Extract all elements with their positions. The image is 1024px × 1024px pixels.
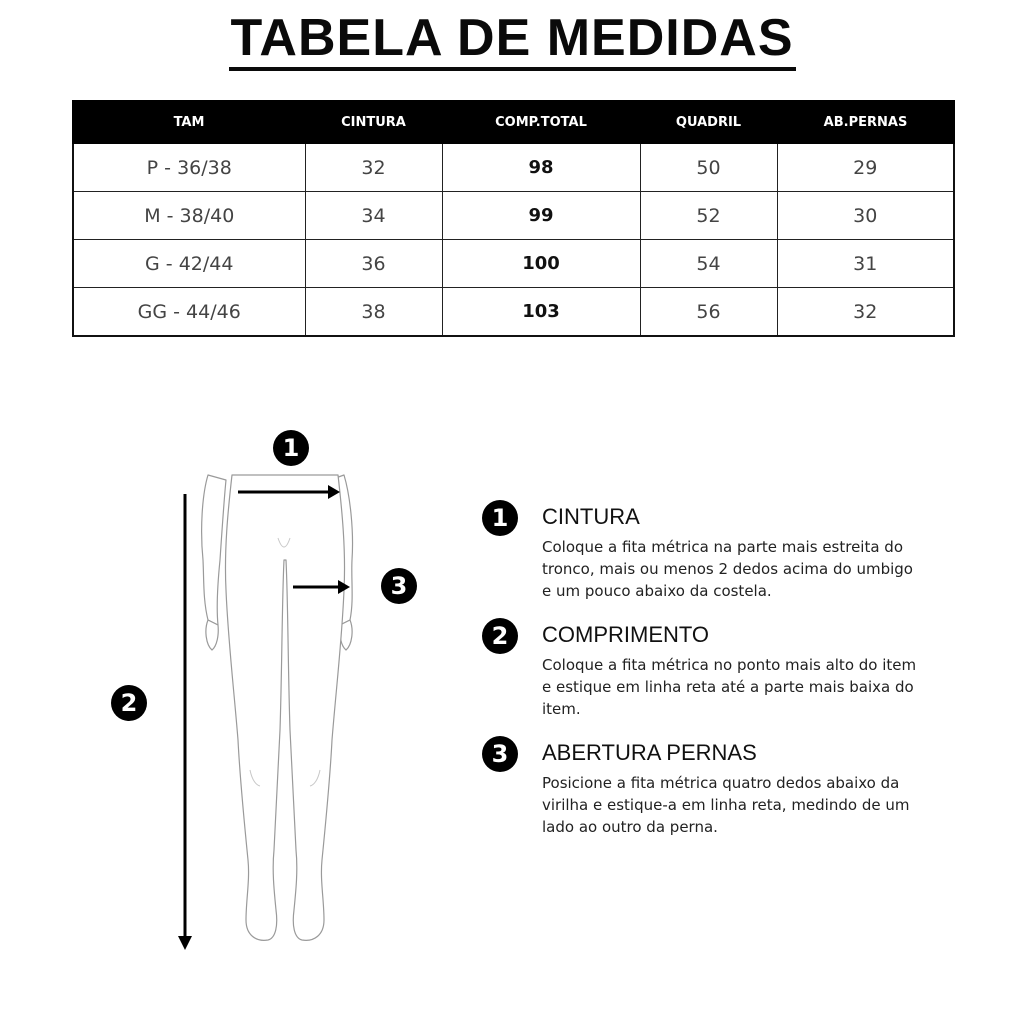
table-header-row (73, 101, 954, 143)
instruction-abertura-pernas (482, 736, 942, 838)
number-badge: 1 (482, 500, 518, 536)
header-ab-pernas: AB.PERNAS (777, 101, 954, 143)
header-tam: TAM (73, 101, 305, 143)
instruction-comprimento (482, 618, 942, 720)
cell-comp-total: 98 (442, 143, 640, 192)
cell-cintura: 32 (305, 143, 442, 192)
cell-cintura: 38 (305, 288, 442, 337)
number-badge: 3 (482, 736, 518, 772)
cell-cintura: 34 (305, 192, 442, 240)
cell-comp-total: 99 (442, 192, 640, 240)
cell-quadril: 56 (640, 288, 777, 337)
table-row (73, 143, 954, 192)
cell-size: GG - 44/46 (73, 288, 305, 337)
instruction-cintura (482, 500, 942, 602)
instruction-text: Posicione a fita métrica quatro dedos abaixo da virilha e estique-a em linha reta, medindo de um lado ao outro da perna. (542, 774, 910, 836)
page-title (0, 8, 1024, 71)
page-title-text: TABELA DE MEDIDAS (229, 9, 796, 71)
cell-comp-total: 103 (442, 288, 640, 337)
header-cintura: CINTURA (305, 101, 442, 143)
instruction-text: Coloque a fita métrica na parte mais estreita do tronco, mais ou menos 2 dedos acima do umbigo e um pouco abaixo da costela. (542, 538, 913, 600)
table-row (73, 240, 954, 288)
cell-quadril: 50 (640, 143, 777, 192)
cell-size: M - 38/40 (73, 192, 305, 240)
number-badge: 2 (482, 618, 518, 654)
cell-size: G - 42/44 (73, 240, 305, 288)
table-row (73, 192, 954, 240)
figure-badge-waist: 1 (273, 430, 309, 466)
instruction-title: COMPRIMENTO (542, 622, 710, 647)
cell-comp-total: 100 (442, 240, 640, 288)
instruction-text: Coloque a fita métrica no ponto mais alto do item e estique em linha reta até a parte mais baixa do item. (542, 656, 917, 718)
cell-ab-pernas: 31 (777, 240, 954, 288)
cell-ab-pernas: 30 (777, 192, 954, 240)
measurement-figure (100, 420, 440, 980)
cell-ab-pernas: 29 (777, 143, 954, 192)
instruction-title: ABERTURA PERNAS (542, 740, 757, 765)
figure-badge-leg-opening: 3 (381, 568, 417, 604)
size-table (72, 100, 955, 337)
cell-ab-pernas: 32 (777, 288, 954, 337)
cell-size: P - 36/38 (73, 143, 305, 192)
table-row (73, 288, 954, 337)
header-comp-total: COMP.TOTAL (442, 101, 640, 143)
cell-cintura: 36 (305, 240, 442, 288)
cell-quadril: 54 (640, 240, 777, 288)
cell-quadril: 52 (640, 192, 777, 240)
body-silhouette-illustration (100, 420, 440, 980)
measurement-instructions (482, 500, 942, 854)
instruction-title: CINTURA (542, 504, 640, 529)
figure-badge-length: 2 (111, 685, 147, 721)
header-quadril: QUADRIL (640, 101, 777, 143)
